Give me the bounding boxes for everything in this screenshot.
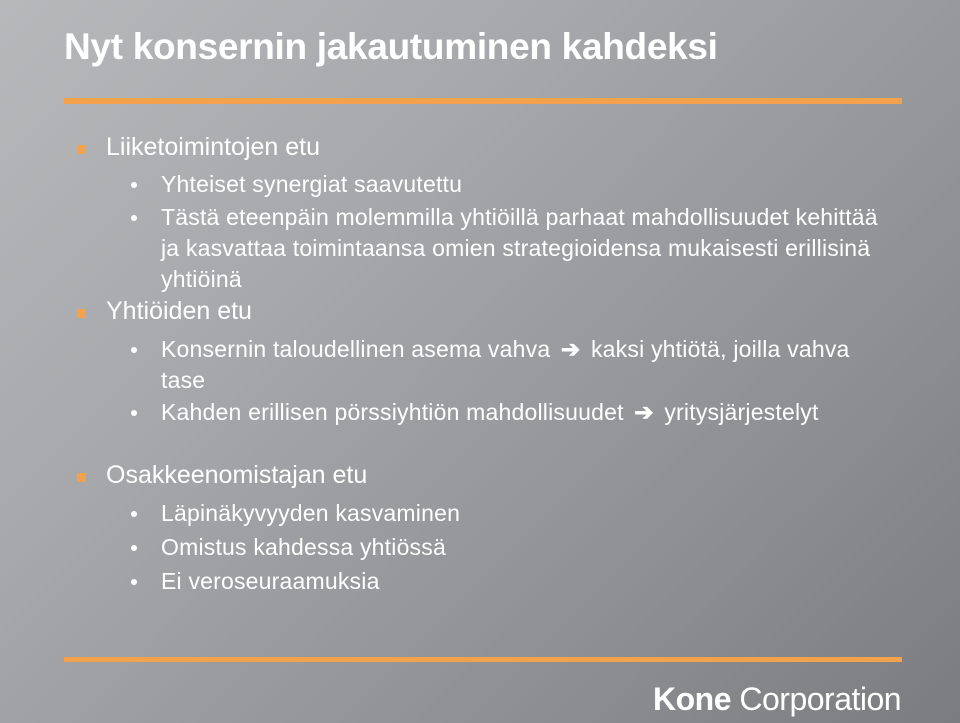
bullet-dot-icon <box>131 579 137 585</box>
logo-brand: Kone <box>653 681 731 717</box>
list-item: Ei veroseuraamuksia <box>161 568 380 594</box>
item-text: Kahden erillisen pörssiyhtiön mahdollisuudet <box>161 399 624 425</box>
logo-suffix: Corporation <box>739 681 902 717</box>
bullet-dot-icon <box>131 347 137 353</box>
company-logo <box>653 681 901 718</box>
bullet-dot-icon <box>131 182 137 188</box>
square-bullet-icon <box>77 145 86 154</box>
slide-title: Nyt konsernin jakautuminen kahdeksi <box>64 26 718 67</box>
list-item <box>161 397 881 428</box>
bullet-dot-icon <box>131 410 137 416</box>
section-heading-companies: Yhtiöiden etu <box>106 297 252 325</box>
footer-divider <box>64 657 902 662</box>
title-divider <box>64 98 902 104</box>
list-item: Yhteiset synergiat saavutettu <box>161 171 463 197</box>
bullet-dot-icon <box>131 215 137 221</box>
item-text: yritysjärjestelyt <box>664 399 819 425</box>
list-item: Tästä eteenpäin molemmilla yhtiöillä parhaat mahdollisuudet kehittää ja kasvattaa toimintaansa omien strategioidensa mukaisesti erillisinä yhtiöinä <box>161 204 878 292</box>
section-heading-business: Liiketoimintojen etu <box>106 133 321 161</box>
list-item <box>161 334 881 396</box>
section-heading-shareholder: Osakkeenomistajan etu <box>106 461 368 489</box>
bullet-dot-icon <box>131 545 137 551</box>
item-text: Konsernin taloudellinen asema vahva <box>161 336 551 362</box>
item-text: kaksi yhtiötä, joilla vahva tase <box>161 336 850 393</box>
square-bullet-icon <box>77 309 86 318</box>
arrow-right-icon: ➔ <box>560 336 581 362</box>
list-item: Omistus kahdessa yhtiössä <box>161 534 446 560</box>
list-item: Läpinäkyvyyden kasvaminen <box>161 500 461 526</box>
bullet-dot-icon <box>131 511 137 517</box>
square-bullet-icon <box>77 473 86 482</box>
arrow-right-icon: ➔ <box>634 399 654 425</box>
